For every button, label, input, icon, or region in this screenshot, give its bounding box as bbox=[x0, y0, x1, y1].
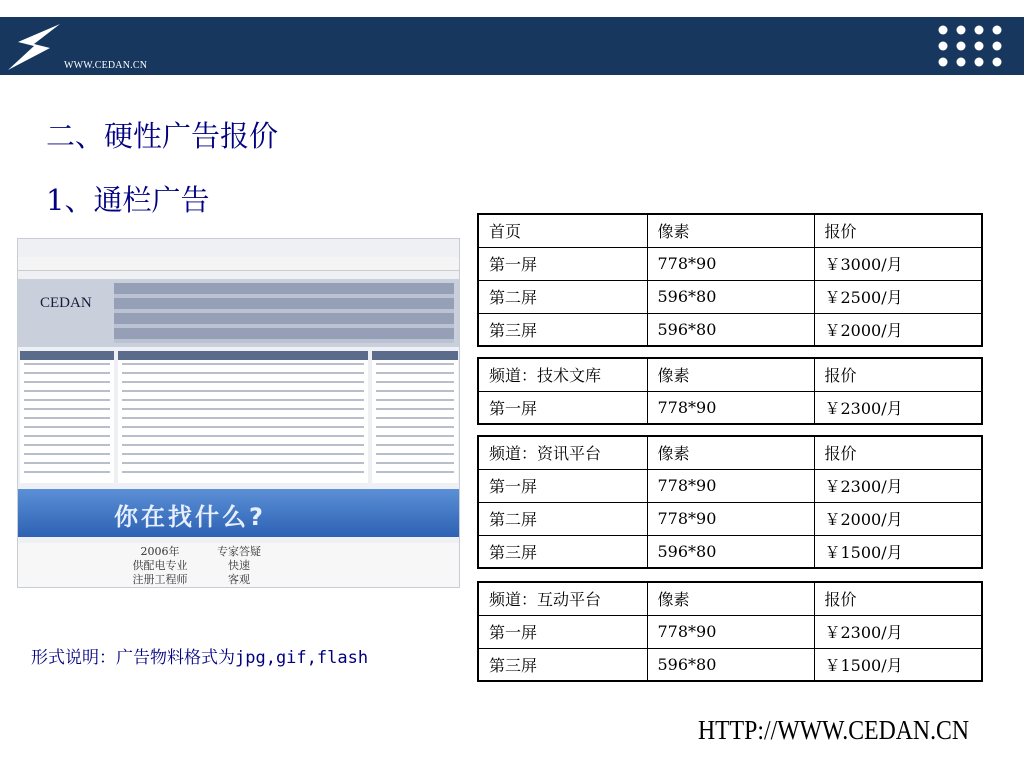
screenshot-right-column bbox=[372, 351, 458, 483]
header-site-url: WWW.CEDAN.CN bbox=[64, 60, 148, 71]
table-cell: 第一屏 bbox=[478, 469, 647, 502]
table-cell: 778*90 bbox=[647, 502, 814, 535]
screenshot-login-bar bbox=[18, 257, 460, 271]
slide-title: 二、硬性广告报价 bbox=[46, 119, 279, 153]
table-cell: 像素 bbox=[647, 358, 814, 391]
table-cell: ￥2000/月 bbox=[814, 313, 982, 346]
screenshot-center-column bbox=[118, 351, 368, 483]
header-bar bbox=[0, 17, 1024, 75]
table-cell: 频道：技术文库 bbox=[478, 358, 647, 391]
table-cell: 778*90 bbox=[647, 247, 814, 280]
cedan-logo-icon bbox=[4, 22, 62, 74]
table-row bbox=[478, 313, 982, 346]
table-cell: 第二屏 bbox=[478, 502, 647, 535]
table-cell: ￥1500/月 bbox=[814, 535, 982, 568]
table-row bbox=[478, 582, 982, 615]
table-cell: 频道：互动平台 bbox=[478, 582, 647, 615]
table-row bbox=[478, 469, 982, 502]
table-cell: 第一屏 bbox=[478, 247, 647, 280]
format-note: 形式说明：广告物料格式为jpg,gif,flash bbox=[31, 648, 369, 668]
table-cell: ￥3000/月 bbox=[814, 247, 982, 280]
table-cell: 像素 bbox=[647, 436, 814, 469]
table-cell: 778*90 bbox=[647, 391, 814, 424]
table-row bbox=[478, 535, 982, 568]
price-table-news-platform bbox=[477, 435, 983, 569]
table-cell: 报价 bbox=[814, 214, 982, 247]
screenshot-promo-right: 专家答疑 快速 客观 bbox=[217, 545, 261, 586]
table-cell: 第三屏 bbox=[478, 648, 647, 681]
table-cell: 778*90 bbox=[647, 615, 814, 648]
table-row bbox=[478, 648, 982, 681]
table-cell: ￥2300/月 bbox=[814, 391, 982, 424]
table-cell: 像素 bbox=[647, 214, 814, 247]
table-cell: 频道：资讯平台 bbox=[478, 436, 647, 469]
footer-url: HTTP://WWW.CEDAN.CN bbox=[698, 715, 970, 745]
table-cell: 第三屏 bbox=[478, 535, 647, 568]
table-cell: 像素 bbox=[647, 582, 814, 615]
screenshot-left-column bbox=[20, 351, 114, 483]
screenshot-promo-left: 2006年 供配电专业 注册工程师 bbox=[132, 545, 188, 586]
table-cell: 报价 bbox=[814, 358, 982, 391]
table-cell: 596*80 bbox=[647, 280, 814, 313]
price-table-tech-library bbox=[477, 357, 983, 425]
table-cell: 第三屏 bbox=[478, 313, 647, 346]
table-row bbox=[478, 280, 982, 313]
price-table-interactive-platform bbox=[477, 581, 983, 682]
slide-subtitle: 1、通栏广告 bbox=[46, 183, 210, 217]
table-row bbox=[478, 436, 982, 469]
table-cell: 778*90 bbox=[647, 469, 814, 502]
website-screenshot bbox=[17, 238, 460, 588]
table-row bbox=[478, 358, 982, 391]
table-cell: ￥2500/月 bbox=[814, 280, 982, 313]
table-row bbox=[478, 391, 982, 424]
table-row bbox=[478, 214, 982, 247]
table-cell: 报价 bbox=[814, 436, 982, 469]
table-cell: 第二屏 bbox=[478, 280, 647, 313]
table-cell: 596*80 bbox=[647, 535, 814, 568]
table-cell: 596*80 bbox=[647, 648, 814, 681]
table-cell: 首页 bbox=[478, 214, 647, 247]
table-cell: ￥2000/月 bbox=[814, 502, 982, 535]
table-cell: ￥2300/月 bbox=[814, 615, 982, 648]
screenshot-banner-text: 你在找什么? bbox=[114, 503, 266, 531]
table-cell: ￥2300/月 bbox=[814, 469, 982, 502]
screenshot-nav-menu bbox=[114, 283, 454, 343]
table-cell: 第一屏 bbox=[478, 391, 647, 424]
screenshot-brand: CEDAN bbox=[40, 295, 92, 311]
table-row bbox=[478, 502, 982, 535]
table-cell: ￥1500/月 bbox=[814, 648, 982, 681]
table-cell: 596*80 bbox=[647, 313, 814, 346]
decorative-dots-icon bbox=[934, 22, 1010, 70]
table-cell: 报价 bbox=[814, 582, 982, 615]
table-cell: 第一屏 bbox=[478, 615, 647, 648]
price-table-homepage bbox=[477, 213, 983, 347]
table-row bbox=[478, 615, 982, 648]
table-row bbox=[478, 247, 982, 280]
